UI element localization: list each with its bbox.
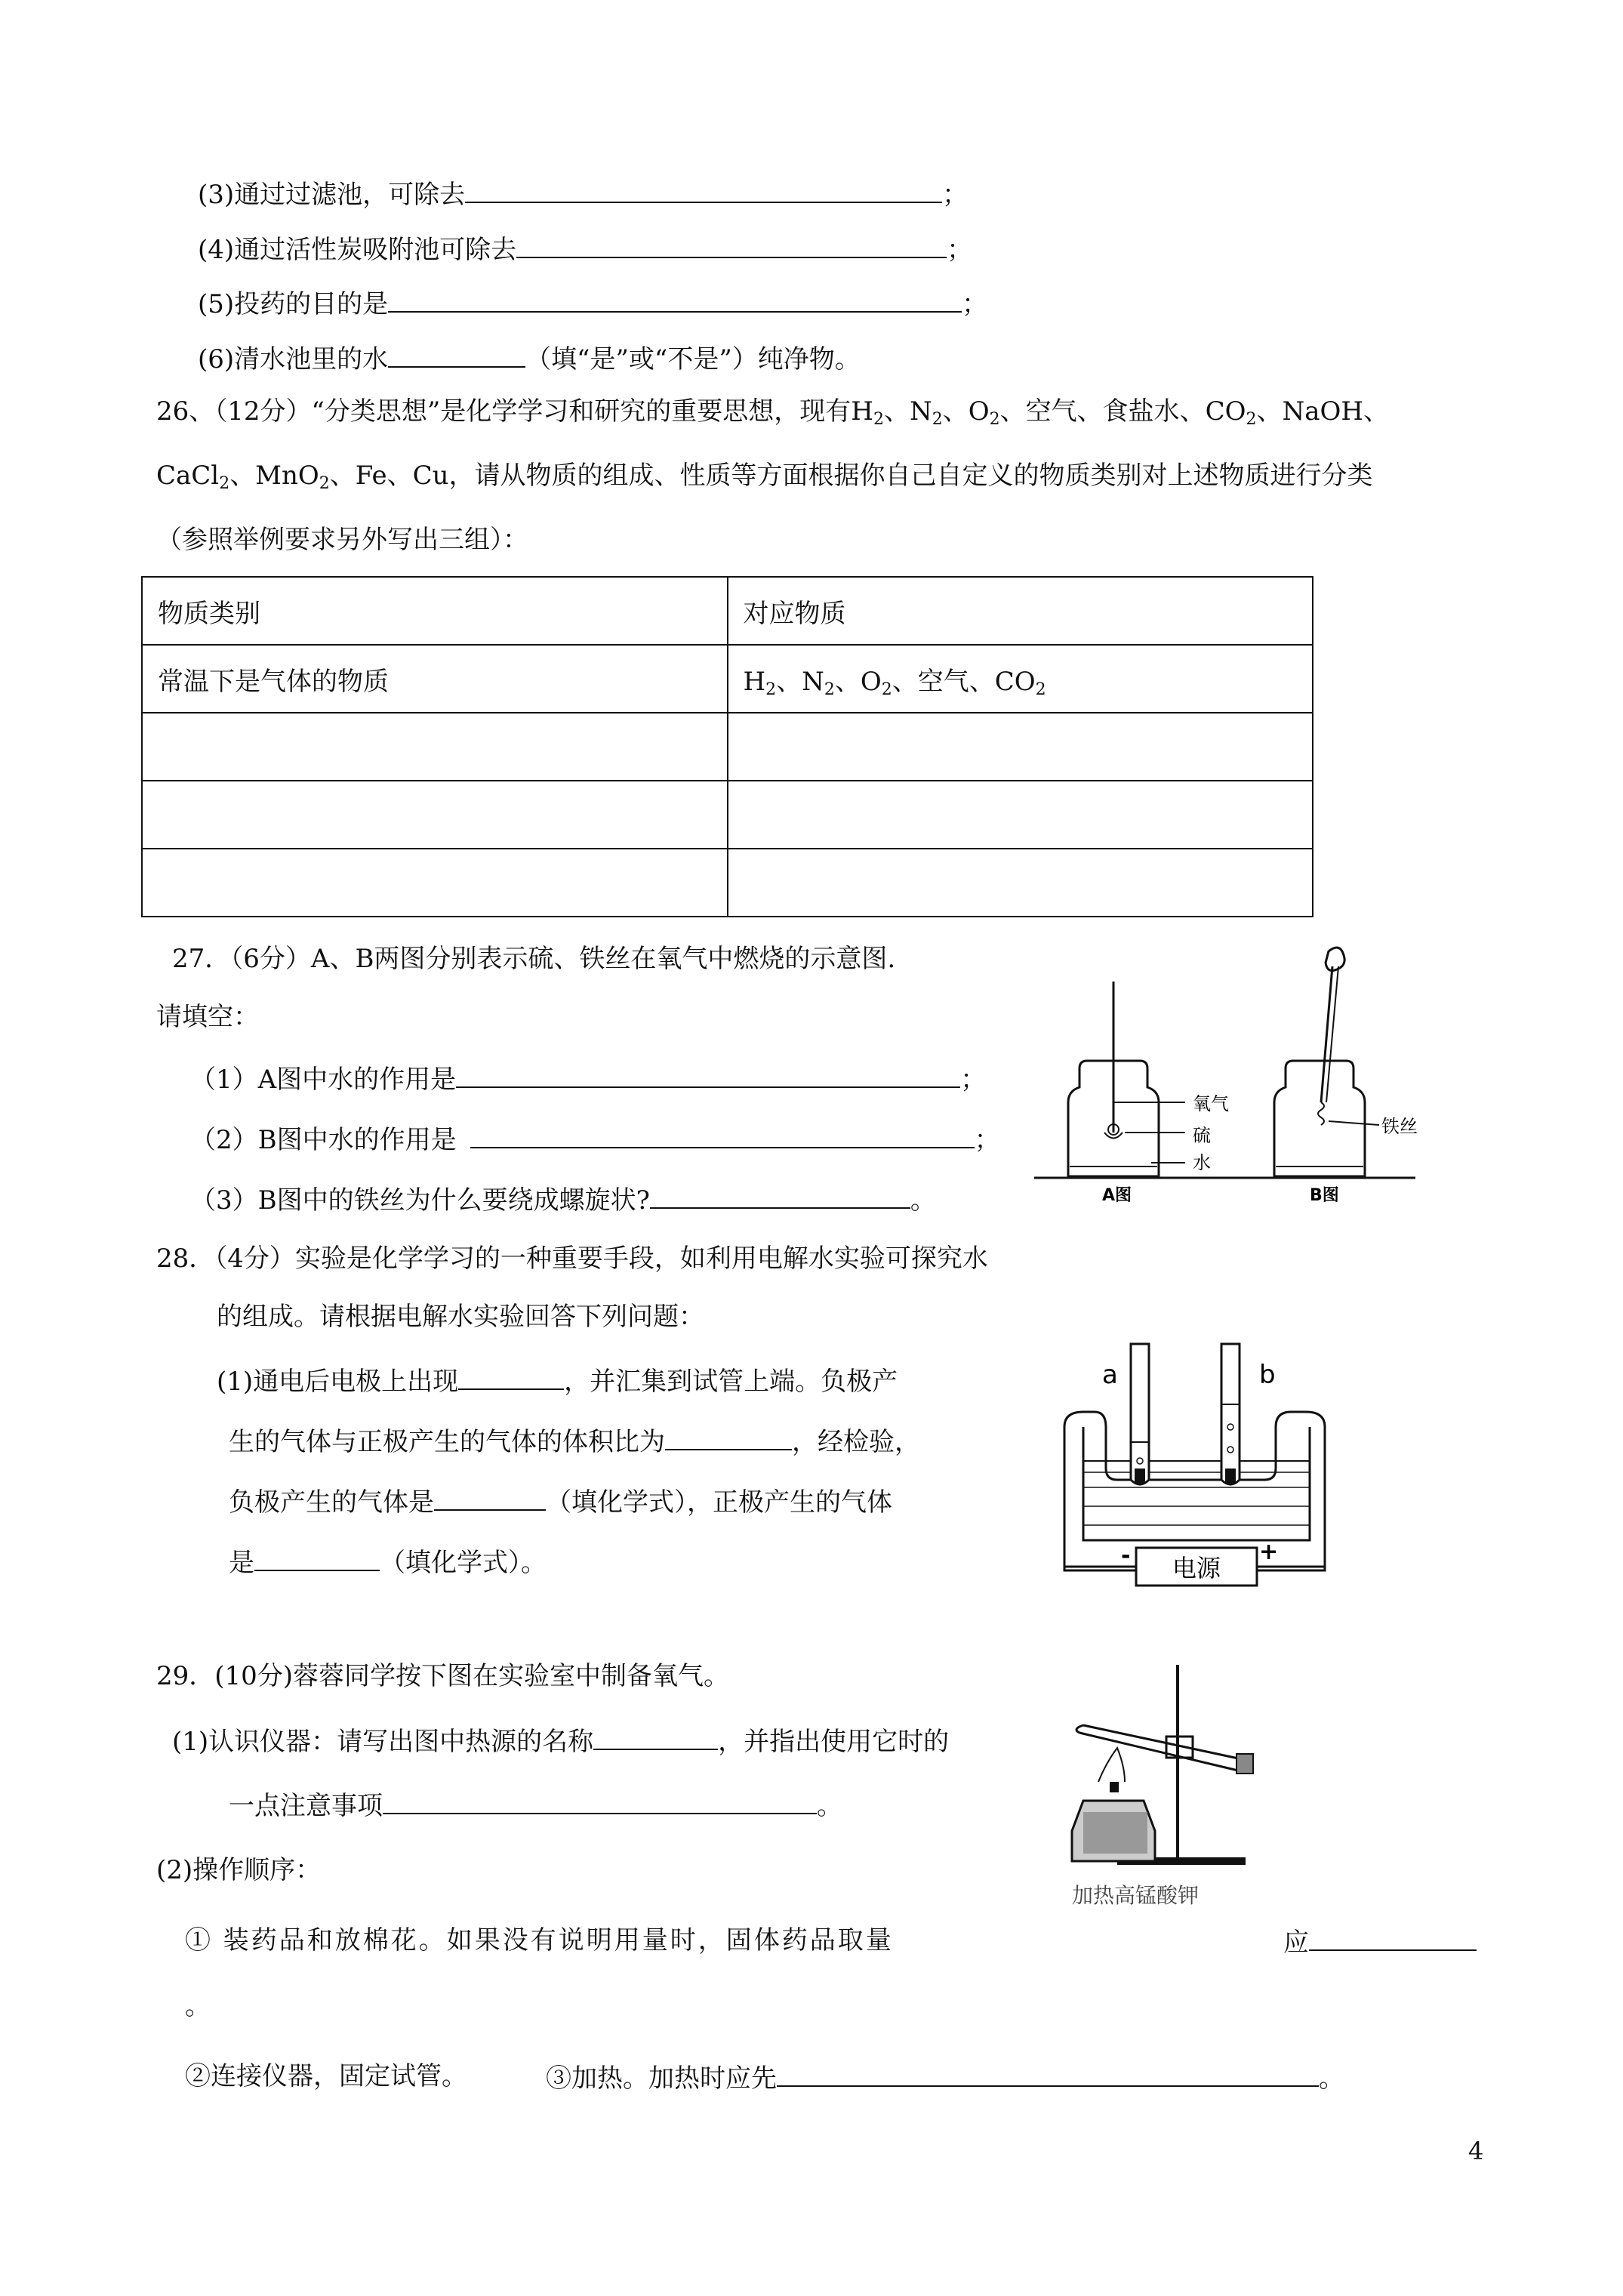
q29-line-6 xyxy=(185,2060,467,2093)
q29-line-1-text: (1)认识仪器：请写出图中热源的名称 xyxy=(172,1727,594,1757)
answer-blank[interactable] xyxy=(777,2060,1319,2087)
label-oxygen: 氧气 xyxy=(1193,1093,1229,1114)
subscript: 2 xyxy=(765,680,777,699)
semicolon: ； xyxy=(947,235,973,265)
q28-line-6 xyxy=(229,1544,547,1579)
period: 。 xyxy=(1319,2063,1344,2094)
q28-line-6-tail: （填化学式）。 xyxy=(380,1548,547,1578)
q29-title xyxy=(156,1660,729,1693)
q29-line-5 xyxy=(185,1989,211,2023)
q29-line-4-tail: 应 xyxy=(1283,1928,1309,1958)
label-iron-wire: 铁丝 xyxy=(1381,1116,1418,1137)
table-header-substances: 对应物质 xyxy=(728,577,1313,645)
q28-line-3 xyxy=(217,1363,898,1398)
table-cell-empty[interactable] xyxy=(142,849,728,917)
q27-fill xyxy=(156,1000,259,1034)
period: 。 xyxy=(185,1991,211,2021)
q27-line-3-text: （3）B图中的铁丝为什么要绕成螺旋状? xyxy=(190,1185,650,1216)
semicolon: ； xyxy=(962,289,988,319)
label-figure-a: A图 xyxy=(1102,1186,1132,1205)
semicolon: ； xyxy=(974,1125,1000,1155)
q29-line-6b xyxy=(546,2060,1344,2095)
oxygen-preparation-figure xyxy=(1049,1657,1276,1914)
period: 。 xyxy=(817,1791,842,1821)
answer-blank[interactable] xyxy=(650,1182,910,1209)
cell-text: 、N xyxy=(776,666,824,697)
electrolysis-figure xyxy=(1049,1329,1359,1601)
table-cell-empty[interactable] xyxy=(728,781,1313,849)
subscript: 2 xyxy=(1246,410,1257,429)
table-row xyxy=(142,849,1313,917)
q27-line-1 xyxy=(190,1061,986,1096)
q28-line-4 xyxy=(229,1423,920,1459)
q26-intro-3 xyxy=(156,523,528,556)
label-tube-b: b xyxy=(1259,1360,1276,1390)
q26-text: 26、（12分）“分类思想”是化学学习和研究的重要思想，现有H xyxy=(156,396,873,427)
q27-line-2-text: （2）B图中水的作用是 xyxy=(190,1125,457,1155)
q25-line-6 xyxy=(198,341,861,376)
q26-text: CaCl xyxy=(156,461,220,491)
cell-text: 、O xyxy=(834,666,882,697)
q29-line-1 xyxy=(172,1723,949,1758)
q28-line-3-text: (1)通电后电极上出现 xyxy=(217,1367,459,1397)
cell-text: H xyxy=(743,666,766,697)
answer-blank[interactable] xyxy=(458,1363,564,1390)
label-plus: + xyxy=(1259,1539,1279,1565)
answer-blank[interactable] xyxy=(470,1121,975,1148)
table-row xyxy=(142,645,1313,713)
q29-title-text: 29．(10分)蓉蓉同学按下图在实验室中制备氧气。 xyxy=(156,1661,730,1691)
page-number: 4 xyxy=(1468,2137,1484,2165)
subscript: 2 xyxy=(219,474,230,493)
q28-title xyxy=(156,1242,988,1275)
q25-line-3 xyxy=(198,176,968,211)
q25-line-4 xyxy=(198,231,972,267)
subscript: 2 xyxy=(319,474,330,493)
q29-line-4b xyxy=(1283,1924,1477,1959)
q26-intro-2 xyxy=(156,459,1373,492)
q25-line-3-text: (3)通过过滤池，可除去 xyxy=(198,180,466,210)
subscript: 2 xyxy=(881,680,892,699)
answer-blank[interactable] xyxy=(383,1787,817,1814)
q26-text: 、空气、食盐水、CO xyxy=(999,396,1246,427)
label-water: 水 xyxy=(1193,1152,1211,1173)
q25-line-5 xyxy=(198,285,987,321)
table-cell-empty[interactable] xyxy=(728,849,1313,917)
combustion-figure xyxy=(1030,936,1423,1208)
q29-line-6-text: ②连接仪器，固定试管。 xyxy=(185,2061,467,2091)
table-cell-empty[interactable] xyxy=(142,713,728,781)
label-tube-a: a xyxy=(1102,1360,1118,1390)
q27-line-3 xyxy=(190,1182,936,1217)
q28-line-4-text: 生的气体与正极产生的气体的体积比为 xyxy=(229,1427,665,1457)
q25-line-5-text: (5)投药的目的是 xyxy=(198,289,389,319)
table-cell-category: 常温下是气体的物质 xyxy=(142,645,728,713)
subscript: 2 xyxy=(932,410,943,429)
q27-title-text: 27．（6分）A、B两图分别表示硫、铁丝在氧气中燃烧的示意图. xyxy=(172,944,896,974)
answer-blank[interactable] xyxy=(456,1061,960,1088)
q28-title-text: 28．（4分）实验是化学学习的一种重要手段，如利用电解水实验可探究水 xyxy=(156,1244,988,1274)
answer-blank[interactable] xyxy=(465,176,942,203)
q28-line-5-tail: （填化学式），正极产生的气体 xyxy=(546,1487,892,1518)
answer-blank[interactable] xyxy=(388,285,962,313)
q26-text: 、Fe、Cu，请从物质的组成、性质等方面根据你自己自定义的物质类别对上述物质进行分类 xyxy=(329,461,1373,491)
period: 。 xyxy=(910,1185,936,1216)
semicolon: ； xyxy=(942,180,969,210)
answer-blank[interactable] xyxy=(665,1423,792,1450)
answer-blank[interactable] xyxy=(1309,1924,1477,1951)
q28-line-4-tail: ，经检验， xyxy=(792,1427,920,1457)
q28-line-5-text: 负极产生的气体是 xyxy=(229,1487,434,1518)
q29-line-3 xyxy=(156,1854,321,1887)
q28-line-2 xyxy=(217,1300,704,1333)
table-cell-empty[interactable] xyxy=(142,781,728,849)
q29-line-2 xyxy=(229,1787,842,1823)
q29-line-2-text: 一点注意事项 xyxy=(229,1791,383,1821)
q26-text: 、N xyxy=(883,396,932,427)
q25-line-6-text: (6)清水池里的水 xyxy=(198,344,389,374)
q28-line-2-text: 的组成。请根据电解水实验回答下列问题： xyxy=(217,1302,704,1332)
table-cell-empty[interactable] xyxy=(728,713,1313,781)
label-minus: - xyxy=(1121,1542,1131,1569)
q25-line-4-text: (4)通过活性炭吸附池可除去 xyxy=(198,235,517,265)
semicolon: ； xyxy=(960,1065,987,1095)
q28-line-5 xyxy=(229,1484,892,1519)
q27-line-2 xyxy=(190,1121,1000,1157)
label-power-source: 电源 xyxy=(1172,1554,1221,1583)
subscript: 2 xyxy=(824,680,835,699)
answer-blank[interactable] xyxy=(434,1484,546,1511)
subscript: 2 xyxy=(873,410,884,429)
q26-text: 、MnO xyxy=(229,461,319,491)
q29-line-4-text: ① 装药品和放棉花。如果没有说明用量时，固体药品取量 xyxy=(185,1925,894,1955)
label-figure-b: B图 xyxy=(1310,1186,1339,1205)
table-row xyxy=(142,781,1313,849)
figure-caption: 加热高锰酸钾 xyxy=(1072,1883,1200,1908)
q29-line-6-step3: ③加热。加热时应先 xyxy=(546,2063,777,2094)
q26-intro-1 xyxy=(156,395,1389,428)
table-row xyxy=(142,713,1313,781)
q28-line-3-tail: ，并汇集到试管上端。负极产 xyxy=(564,1367,898,1397)
q26-text: 、NaOH、 xyxy=(1256,396,1390,427)
q25-line-6-tail: （填“是”或“不是”）纯净物。 xyxy=(525,344,861,374)
q29-line-1-tail: ，并指出使用它时的 xyxy=(718,1727,950,1757)
table-header-row xyxy=(142,577,1313,645)
classification-table xyxy=(141,576,1313,917)
q29-line-4 xyxy=(185,1924,894,1957)
q29-line-3-text: (2)操作顺序： xyxy=(156,1855,322,1885)
answer-blank[interactable] xyxy=(593,1723,718,1750)
q27-line-1-text: （1）A图中水的作用是 xyxy=(190,1065,457,1095)
q27-fill-text: 请填空： xyxy=(156,1002,259,1032)
q27-title xyxy=(172,942,895,975)
table-header-category: 物质类别 xyxy=(142,577,728,645)
answer-blank[interactable] xyxy=(254,1544,380,1571)
answer-blank[interactable] xyxy=(516,231,947,258)
q28-line-6-text: 是 xyxy=(229,1548,254,1578)
cell-text: 、空气、CO xyxy=(892,666,1036,697)
q26-text: （参照举例要求另外写出三组）： xyxy=(156,525,528,555)
q26-text: 、O xyxy=(942,396,990,427)
subscript: 2 xyxy=(989,410,1000,429)
answer-blank[interactable] xyxy=(388,341,525,368)
subscript: 2 xyxy=(1035,680,1046,699)
label-sulfur: 硫 xyxy=(1193,1125,1211,1146)
table-cell-substances xyxy=(728,645,1313,713)
